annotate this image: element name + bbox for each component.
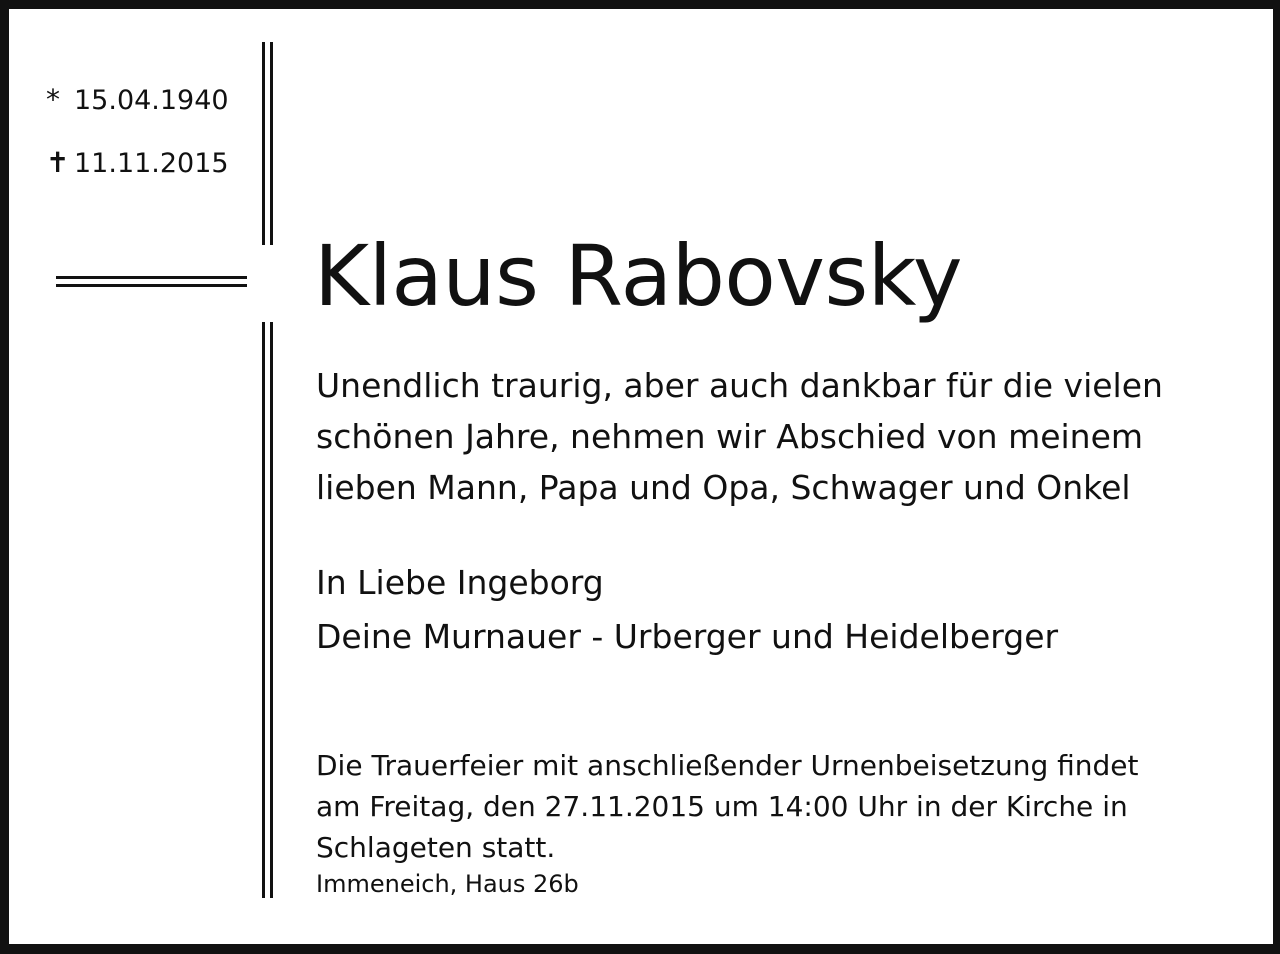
message-line: Unendlich traurig, aber auch dankbar für die vielen <box>316 366 1163 405</box>
signature <box>316 556 1058 664</box>
funeral-info <box>316 745 1139 868</box>
birth-star-icon: * <box>46 83 60 116</box>
deceased-name: Klaus Rabovsky <box>314 227 963 325</box>
cross-vertical-lower-right <box>270 322 273 898</box>
birth-date <box>46 83 229 116</box>
signature-line: In Liebe Ingeborg <box>316 563 604 602</box>
funeral-info-line: am Freitag, den 27.11.2015 um 14:00 Uhr in der Kirche in <box>316 790 1128 823</box>
cross-vertical-upper-left <box>262 42 265 245</box>
death-cross-icon: ✝ <box>46 146 70 179</box>
message-line: lieben Mann, Papa und Opa, Schwager und Onkel <box>316 468 1131 507</box>
message-line: schönen Jahre, nehmen wir Abschied von meinem <box>316 417 1144 456</box>
funeral-info-line: Die Trauerfeier mit anschließender Urnenbeisetzung findet <box>316 749 1139 782</box>
cross-horizontal-bottom <box>56 284 247 287</box>
signature-line: Deine Murnauer - Urberger und Heidelberger <box>316 617 1059 656</box>
condolence-message <box>316 360 1163 513</box>
birth-date-value: 15.04.1940 <box>74 85 229 116</box>
death-date <box>46 146 229 179</box>
address: Immeneich, Haus 26b <box>316 870 579 898</box>
death-date-value: 11.11.2015 <box>74 148 229 179</box>
cross-horizontal-top <box>56 276 247 279</box>
cross-vertical-upper-right <box>270 42 273 245</box>
funeral-info-line: Schlageten statt. <box>316 831 556 864</box>
cross-vertical-lower-left <box>262 322 265 898</box>
